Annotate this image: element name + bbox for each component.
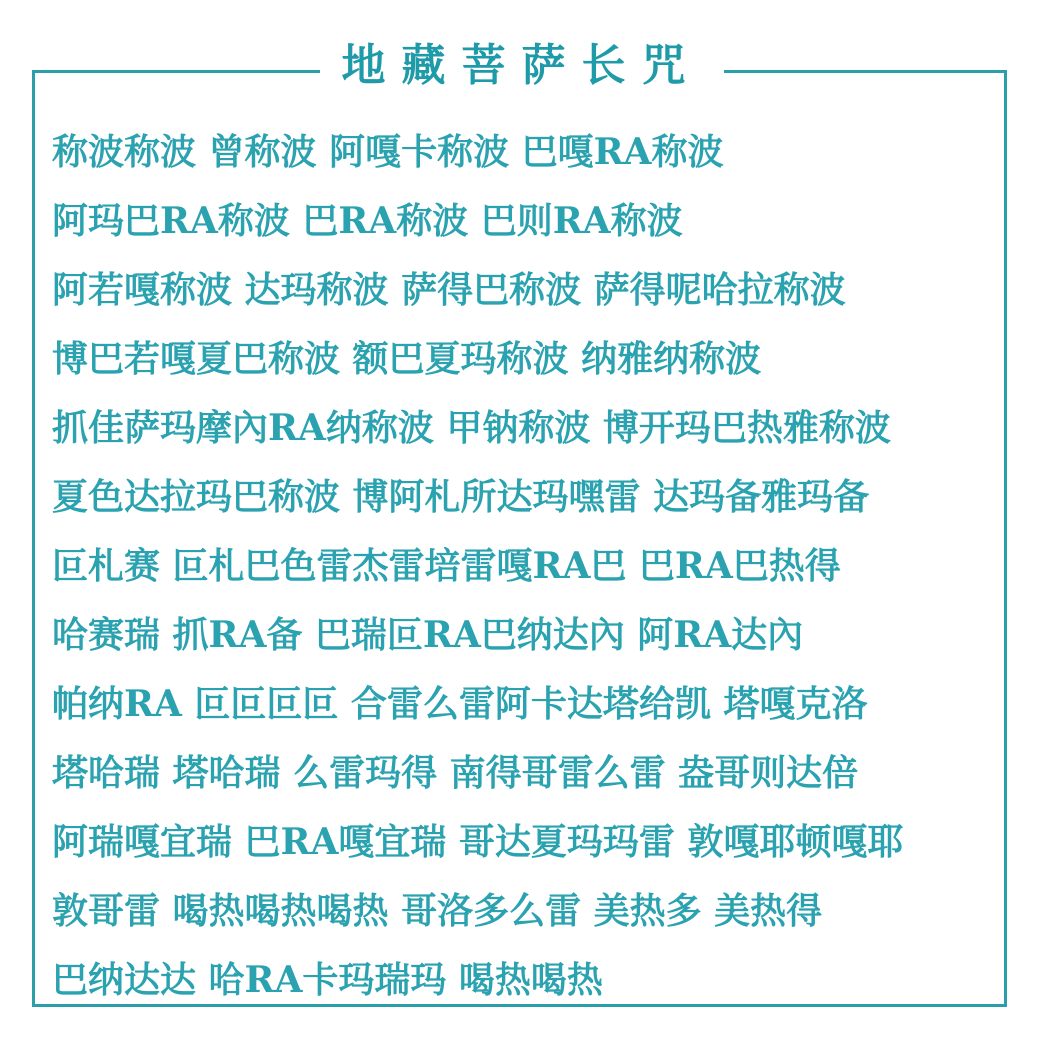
mantra-line: 博巴若嘎夏巴称波 额巴夏玛称波 纳雅纳称波	[52, 338, 762, 380]
mantra-text	[52, 118, 1002, 1015]
mantra-line: 称波称波 曾称波 阿嘎卡称波 巴嘎RA称波	[52, 131, 724, 173]
mantra-line: 巴纳达达 哈RA卡玛瑞玛 喝热喝热	[52, 959, 603, 1001]
mantra-line: 抓佳萨玛摩內RA纳称波 甲钠称波 博开玛巴热雅称波	[52, 407, 891, 449]
mantra-line: 哈赛瑞 抓RA备 巴瑞叵RA巴纳达內 阿RA达內	[52, 614, 804, 656]
title-container	[0, 36, 1043, 96]
mantra-line: 夏色达拉玛巴称波 博阿札所达玛嘿雷 达玛备雅玛备	[52, 476, 870, 518]
mantra-line: 帕纳RA 叵叵叵叵 合雷么雷阿卡达塔给凯 塔嘎克洛	[52, 683, 868, 725]
mantra-line: 塔哈瑞 塔哈瑞 么雷玛得 南得哥雷么雷 盎哥则达倍	[52, 752, 859, 794]
mantra-line: 敦哥雷 喝热喝热喝热 哥洛多么雷 美热多 美热得	[52, 890, 823, 932]
mantra-line: 阿若嘎称波 达玛称波 萨得巴称波 萨得呢哈拉称波	[52, 269, 846, 311]
page-title: 地藏菩萨长咒	[320, 36, 724, 96]
mantra-line: 叵札赛 叵札巴色雷杰雷培雷嘎RA巴 巴RA巴热得	[52, 545, 841, 587]
mantra-line: 阿瑞嘎宜瑞 巴RA嘎宜瑞 哥达夏玛玛雷 敦嘎耶顿嘎耶	[52, 821, 904, 863]
mantra-line: 阿玛巴RA称波 巴RA称波 巴则RA称波	[52, 200, 683, 242]
